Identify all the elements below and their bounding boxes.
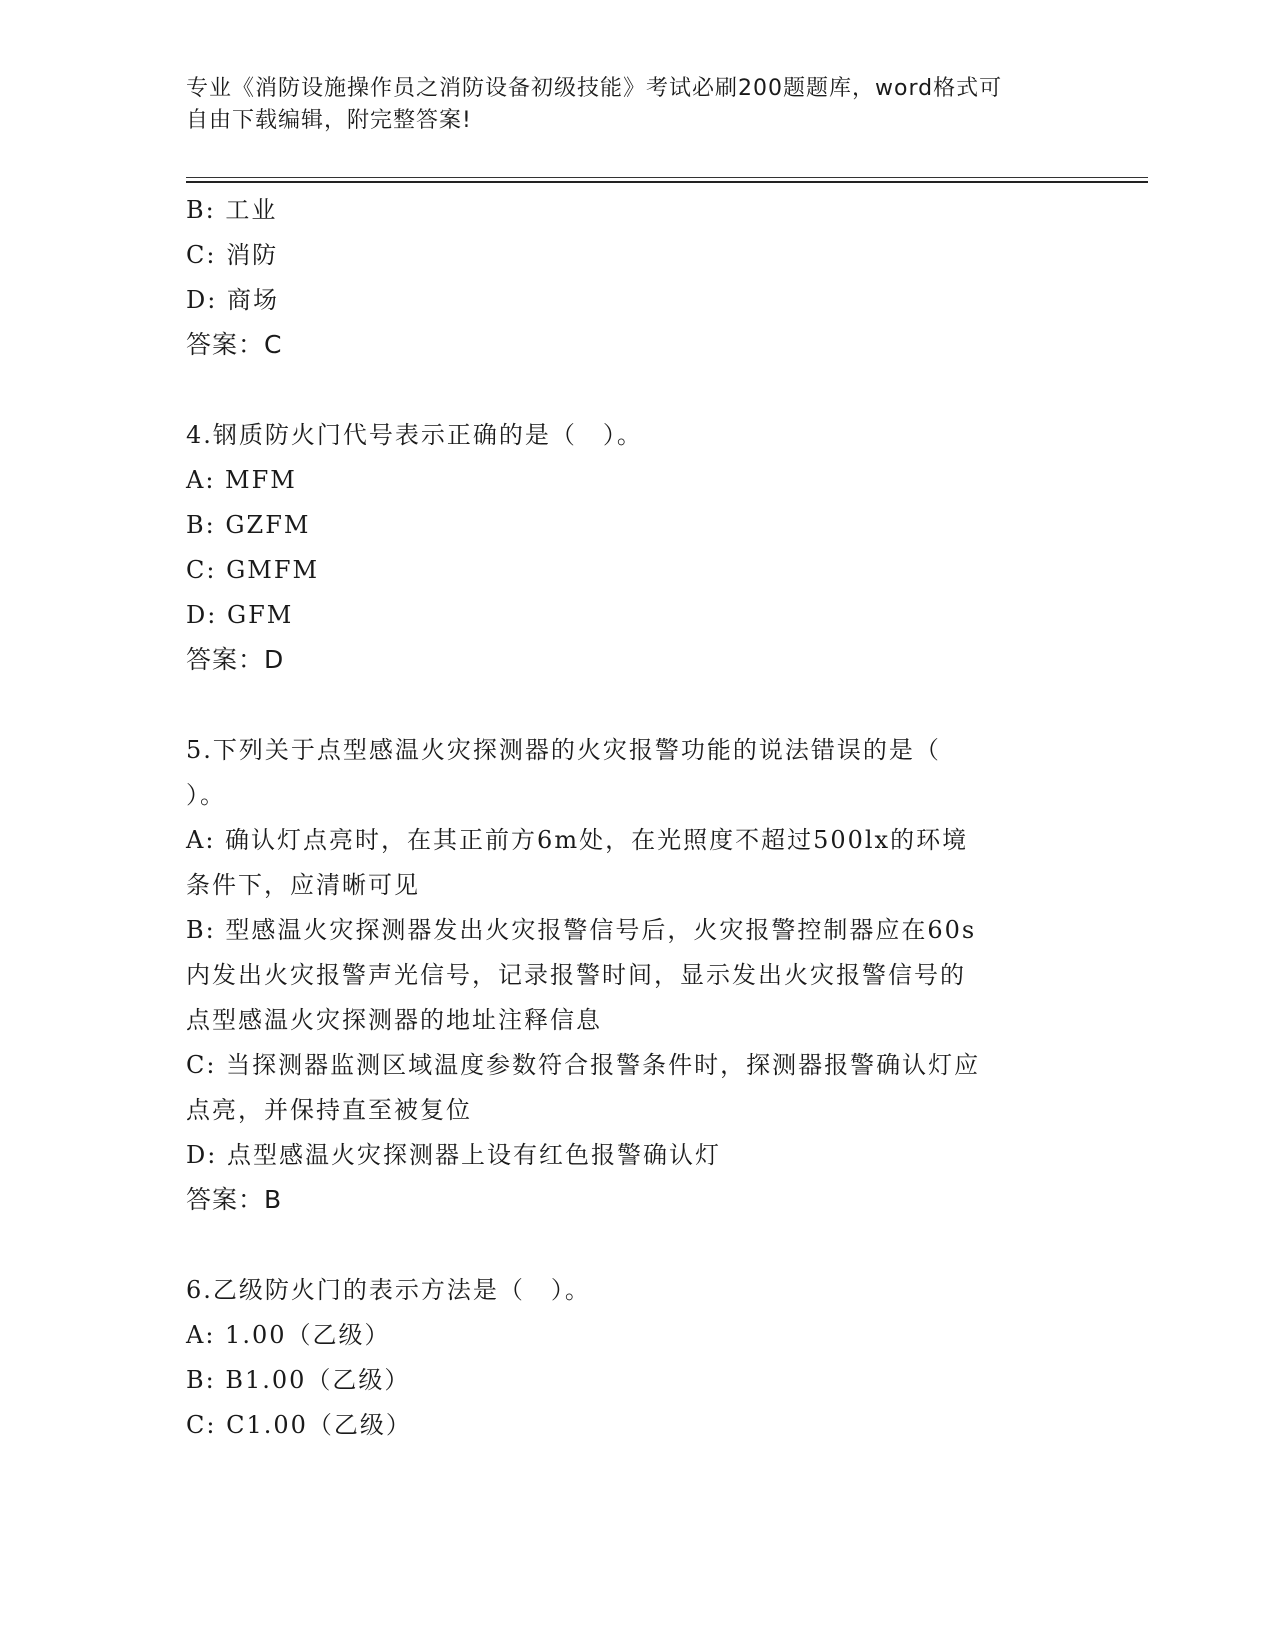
header-line-2: 自由下载编辑，附完整答案! (186, 108, 472, 133)
header-divider-thin (186, 177, 1148, 178)
q5-option-c-line-1: C: 当探测器监测区域温度参数符合报警条件时，探测器报警确认灯应 (186, 1051, 981, 1079)
q4-answer: 答案：D (186, 645, 285, 674)
q4-option-d: D: GFM (186, 601, 294, 629)
q5-question-line-2: ）。 (186, 781, 226, 809)
q5-option-a-line-2: 条件下，应清晰可见 (186, 871, 420, 899)
q5-option-c-line-2: 点亮，并保持直至被复位 (186, 1096, 472, 1124)
q5-option-b-line-3: 点型感温火灾探测器的地址注释信息 (186, 1006, 602, 1034)
document-header (186, 73, 1066, 137)
q4-question: 4.钢质防火门代号表示正确的是（ ）。 (186, 421, 643, 449)
q3-option-c: C: 消防 (186, 241, 279, 269)
q6-question: 6.乙级防火门的表示方法是（ ）。 (186, 1276, 591, 1304)
q3-option-d: D: 商场 (186, 286, 279, 314)
header-line-1: 专业《消防设施操作员之消防设备初级技能》考试必刷200题题库，word格式可 (186, 76, 1003, 101)
q3-answer: 答案：C (186, 330, 283, 359)
q5-question-line-1: 5.下列关于点型感温火灾探测器的火灾报警功能的说法错误的是（ (186, 736, 941, 764)
q5-answer: 答案：B (186, 1185, 283, 1214)
header-divider-thick (186, 181, 1148, 183)
q5-option-b-line-2: 内发出火灾报警声光信号，记录报警时间，显示发出火灾报警信号的 (186, 961, 966, 989)
q6-option-c: C: C1.00（乙级） (186, 1411, 412, 1439)
q4-option-a: A: MFM (186, 466, 297, 494)
q6-option-a: A: 1.00（乙级） (186, 1321, 391, 1349)
q5-option-d: D: 点型感温火灾探测器上设有红色报警确认灯 (186, 1141, 721, 1169)
q5-option-b-line-1: B: 型感温火灾探测器发出火灾报警信号后，火灾报警控制器应在60s (186, 916, 977, 944)
q5-option-a-line-1: A: 确认灯点亮时，在其正前方6m处，在光照度不超过500lx的环境 (186, 826, 969, 854)
q3-option-b: B: 工业 (186, 196, 278, 224)
q6-option-b: B: B1.00（乙级） (186, 1366, 411, 1394)
q4-option-b: B: GZFM (186, 511, 311, 539)
q4-option-c: C: GMFM (186, 556, 320, 584)
